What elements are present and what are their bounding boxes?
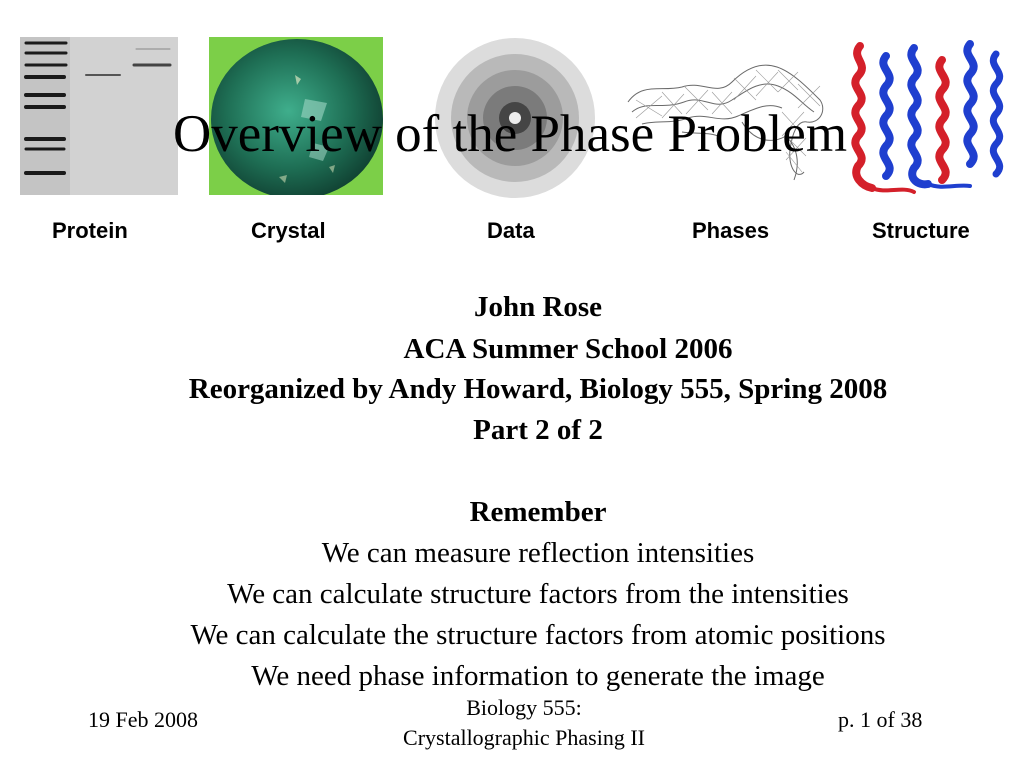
part-indicator: Part 2 of 2 [473,414,603,446]
remember-line-2: We can calculate structure factors from the intensities [227,578,849,610]
author-name: John Rose [473,291,603,323]
remember-line-3: We can calculate the structure factors from atomic positions [190,619,886,651]
remember-line-4: We need phase information to generate the image [251,660,825,692]
caption-crystal: Crystal [251,218,326,243]
caption-protein: Protein [52,218,128,243]
reorganized-credit: Reorganized by Andy Howard, Biology 555, Spring 2008 [188,373,888,405]
caption-phases: Phases [692,218,770,243]
caption-data: Data [487,218,535,243]
caption-structure: Structure [872,218,970,243]
footer-page-number: p. 1 of 38 [838,707,923,732]
footer-course-line1: Biology 555: [466,695,582,720]
slide-title: Overview of the Phase Problem [172,105,848,163]
event-name: ACA Summer School 2006 [403,333,733,365]
footer-course-line2: Crystallographic Phasing II [403,725,645,750]
footer-date: 19 Feb 2008 [88,707,198,732]
remember-line-1: We can measure reflection intensities [321,537,755,569]
remember-heading: Remember [469,496,607,528]
